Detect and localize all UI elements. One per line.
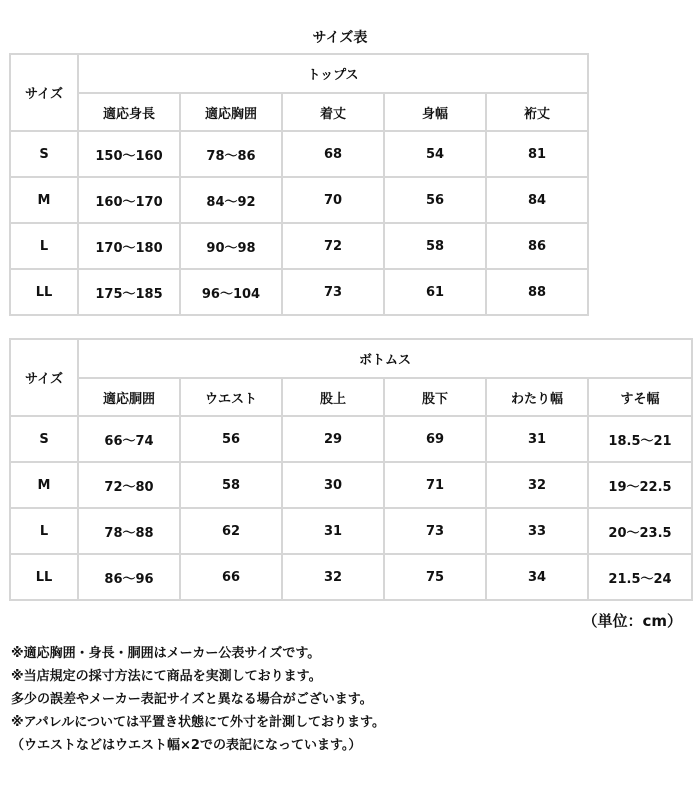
table-cell: 160〜170 bbox=[78, 177, 180, 223]
table-cell: 56 bbox=[180, 416, 282, 462]
table-cell: 78〜88 bbox=[78, 508, 180, 554]
table-cell: 66〜74 bbox=[78, 416, 180, 462]
size-label: LL bbox=[10, 269, 78, 315]
column-header: 適応身長 bbox=[78, 93, 180, 131]
note-item: ※当店規定の採寸方法にて商品を実測しております。 bbox=[11, 669, 322, 684]
table-cell: 84 bbox=[486, 177, 588, 223]
unit-label: （単位：cm） bbox=[582, 612, 682, 630]
table-row bbox=[10, 462, 692, 508]
note-item: ※アパレルについては平置き状態にて外寸を計測しております。 bbox=[11, 715, 385, 730]
column-header: ウエスト bbox=[180, 378, 282, 416]
table-group-title: ボトムス bbox=[78, 339, 692, 378]
table-row bbox=[10, 177, 588, 223]
size-header: サイズ bbox=[10, 54, 78, 131]
table-cell: 54 bbox=[384, 131, 486, 177]
note-item: 多少の誤差やメーカー表記サイズと異なる場合がございます。 bbox=[11, 692, 373, 707]
table-cell: 31 bbox=[282, 508, 384, 554]
table-cell: 71 bbox=[384, 462, 486, 508]
table-cell: 34 bbox=[486, 554, 588, 600]
column-header: すそ幅 bbox=[588, 378, 692, 416]
table-cell: 170〜180 bbox=[78, 223, 180, 269]
table-cell: 18.5〜21 bbox=[588, 416, 692, 462]
table-cell: 20〜23.5 bbox=[588, 508, 692, 554]
table-row bbox=[10, 131, 588, 177]
table-row bbox=[10, 508, 692, 554]
table-cell: 88 bbox=[486, 269, 588, 315]
table-cell: 96〜104 bbox=[180, 269, 282, 315]
table-cell: 19〜22.5 bbox=[588, 462, 692, 508]
notes-list bbox=[11, 642, 385, 757]
table-cell: 150〜160 bbox=[78, 131, 180, 177]
table-row bbox=[10, 223, 588, 269]
column-header: 適応胸囲 bbox=[180, 93, 282, 131]
table-cell: 62 bbox=[180, 508, 282, 554]
table-cell: 21.5〜24 bbox=[588, 554, 692, 600]
column-header: 身幅 bbox=[384, 93, 486, 131]
table-cell: 175〜185 bbox=[78, 269, 180, 315]
table-cell: 32 bbox=[486, 462, 588, 508]
size-label: M bbox=[10, 462, 78, 508]
column-header: 股下 bbox=[384, 378, 486, 416]
table-cell: 73 bbox=[282, 269, 384, 315]
note-item: ※適応胸囲・身長・胴囲はメーカー公表サイズです。 bbox=[11, 646, 321, 661]
table-cell: 86〜96 bbox=[78, 554, 180, 600]
table-cell: 31 bbox=[486, 416, 588, 462]
size-label: LL bbox=[10, 554, 78, 600]
bottoms-size-table bbox=[9, 338, 693, 601]
page-title: サイズ表 bbox=[312, 30, 368, 46]
table-cell: 81 bbox=[486, 131, 588, 177]
table-cell: 58 bbox=[180, 462, 282, 508]
column-header: 裄丈 bbox=[486, 93, 588, 131]
size-label: L bbox=[10, 223, 78, 269]
table-cell: 70 bbox=[282, 177, 384, 223]
note-item: （ウエストなどはウエスト幅×2での表記になっています。） bbox=[11, 738, 362, 753]
table-group-title: トップス bbox=[78, 54, 588, 93]
table-cell: 78〜86 bbox=[180, 131, 282, 177]
table-cell: 66 bbox=[180, 554, 282, 600]
table-row bbox=[10, 554, 692, 600]
table-cell: 30 bbox=[282, 462, 384, 508]
table-cell: 86 bbox=[486, 223, 588, 269]
table-cell: 29 bbox=[282, 416, 384, 462]
table-row bbox=[10, 416, 692, 462]
table-cell: 68 bbox=[282, 131, 384, 177]
size-label: S bbox=[10, 416, 78, 462]
tops-size-table bbox=[9, 53, 589, 316]
table-cell: 56 bbox=[384, 177, 486, 223]
table-cell: 73 bbox=[384, 508, 486, 554]
table-cell: 90〜98 bbox=[180, 223, 282, 269]
table-cell: 84〜92 bbox=[180, 177, 282, 223]
column-header: 股上 bbox=[282, 378, 384, 416]
table-cell: 32 bbox=[282, 554, 384, 600]
table-cell: 58 bbox=[384, 223, 486, 269]
table-row bbox=[10, 269, 588, 315]
column-header: 適応胴囲 bbox=[78, 378, 180, 416]
size-header: サイズ bbox=[10, 339, 78, 416]
table-cell: 69 bbox=[384, 416, 486, 462]
table-cell: 72〜80 bbox=[78, 462, 180, 508]
size-label: S bbox=[10, 131, 78, 177]
table-cell: 61 bbox=[384, 269, 486, 315]
table-cell: 72 bbox=[282, 223, 384, 269]
table-cell: 33 bbox=[486, 508, 588, 554]
size-label: M bbox=[10, 177, 78, 223]
size-label: L bbox=[10, 508, 78, 554]
table-cell: 75 bbox=[384, 554, 486, 600]
column-header: わたり幅 bbox=[486, 378, 588, 416]
column-header: 着丈 bbox=[282, 93, 384, 131]
